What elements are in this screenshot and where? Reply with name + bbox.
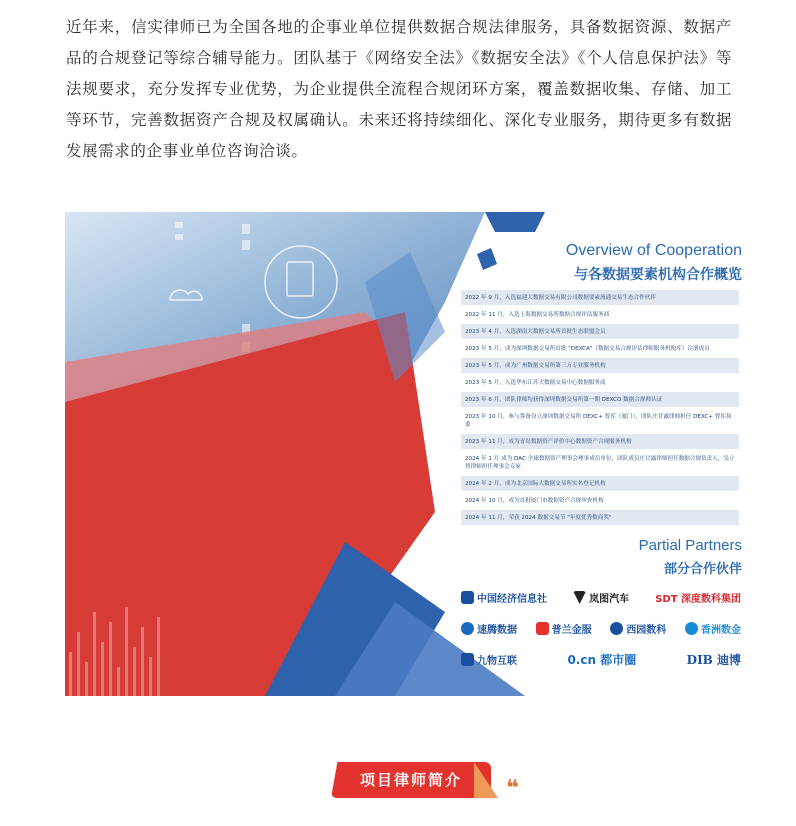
logo-mark-icon	[461, 591, 474, 604]
partner-logo	[461, 621, 517, 636]
partner-logo	[461, 652, 517, 667]
partner-logo-name: 岚图汽车	[589, 594, 630, 605]
partner-logo	[687, 651, 741, 668]
timeline-item: 2023 年 5 月，成为深圳数据交易所首批 "DEXCA"（数据交易合规评估律师服务机构库）注册成员	[465, 345, 710, 352]
partner-logo-name: SDT 深度数科集团	[655, 594, 741, 605]
partner-logo-name: 速腾数据	[477, 625, 517, 636]
logo-row	[461, 644, 741, 675]
partners-title-cn: 部分合作伙伴	[663, 562, 742, 577]
timeline-item: 2023 年 11 月，成为青岛数据资产评价中心数据资产合规服务机构	[461, 434, 739, 449]
partner-logo	[567, 651, 636, 668]
logo-mark-icon	[461, 653, 474, 666]
logo-mark-icon	[461, 622, 474, 635]
partner-logo-name: 香洲数金	[700, 625, 741, 636]
partner-logo	[610, 621, 666, 636]
partner-logo-name: 中国经济信息社	[477, 594, 547, 605]
cooperation-timeline	[461, 290, 739, 527]
timeline-item: 2022 年 11 月，入选上海数据交易所数据合规评估服务商	[465, 311, 610, 318]
logo-row	[461, 582, 741, 613]
section-heading-lawyers: 项目律师简介	[359, 771, 462, 789]
timeline-item: 2024 年 10 月，成为首批厦门市数据资产合规审查机构	[465, 497, 604, 504]
overview-title-cn: 与各数据要素机构合作概览	[574, 267, 742, 283]
partner-logo	[461, 590, 547, 605]
partner-logo-name: 0.cn 都市圈	[567, 653, 637, 667]
logo-mark-icon	[610, 622, 623, 635]
timeline-item: 2022 年 9 月，入选福建大数据交易有限公司数据要素流通交易生态合作伙伴	[461, 290, 739, 305]
partners-title-en: Partial Partners	[638, 537, 742, 554]
logo-mark-icon	[685, 622, 698, 635]
timeline-item: 2023 年 4 月，入选湖南大数据交易所首批生态联盟会员	[461, 324, 739, 339]
cooperation-poster	[65, 212, 742, 696]
timeline-item: 2023 年 5 月，入选华东江苏大数据交易中心数据服务商	[465, 379, 606, 386]
timeline-item: 2023 年 5 月，成为广州数据交易所第三方专业服务机构	[461, 358, 739, 373]
timeline-item: 2024 年 1 月 成为 DAC 全球数据资产理事会理事成员单位，团队成员庄甘露律师担任数据合规负责人，吴立智律师担任理事会专家	[465, 455, 735, 470]
partner-logos	[461, 582, 741, 675]
overview-title-en: Overview of Cooperation	[565, 242, 742, 259]
partner-logo-name: 普兰金服	[551, 625, 592, 636]
partner-logo	[573, 590, 629, 605]
partner-logo	[536, 621, 592, 636]
partner-logo-name: DIB 迪博	[686, 653, 741, 667]
timeline-item: 2023 年 6 月，团队律师均获得深圳数据交易所第一期 DEXCO 数据合规师认证	[461, 392, 739, 407]
partner-logo-name: 九物互联	[477, 656, 517, 667]
partner-logo-name: 西园数科	[626, 625, 667, 636]
partner-logo	[685, 621, 741, 636]
timeline-item: 2024 年 11 月，荣获 2024 数据交易节 "年度优秀数商奖"	[461, 510, 739, 525]
logo-mark-icon	[573, 591, 586, 604]
logo-mark-icon	[536, 622, 549, 635]
timeline-item: 2024 年 2 月，成为北京国际大数据交易所实名登记机构	[461, 476, 739, 491]
timeline-item: 2023 年 10 月，参与筹备设立深圳数据交易所 DEXC+ 智库（厦门），团队庄甘露律师担任 DEXC+ 智库执委	[465, 413, 732, 428]
logo-row	[461, 613, 741, 644]
partner-logo	[655, 590, 741, 605]
quote-mark-icon: ❝	[506, 776, 519, 801]
intro-paragraph: 近年来，信实律师已为全国各地的企事业单位提供数据合规法律服务，具备数据资源、数据产品的合规登记等综合辅导能力。团队基于《网络安全法》《数据安全法》《个人信息保护法》等法规要求，充分发挥专业优势，为企业提供全流程合规闭环方案，覆盖数据收集、存储、加工等环节，完善数据资产合规及权属确认。未来还将持续细化、深化专业服务，期待更多有数据发展需求的企事业单位咨询洽谈。	[66, 18, 732, 160]
